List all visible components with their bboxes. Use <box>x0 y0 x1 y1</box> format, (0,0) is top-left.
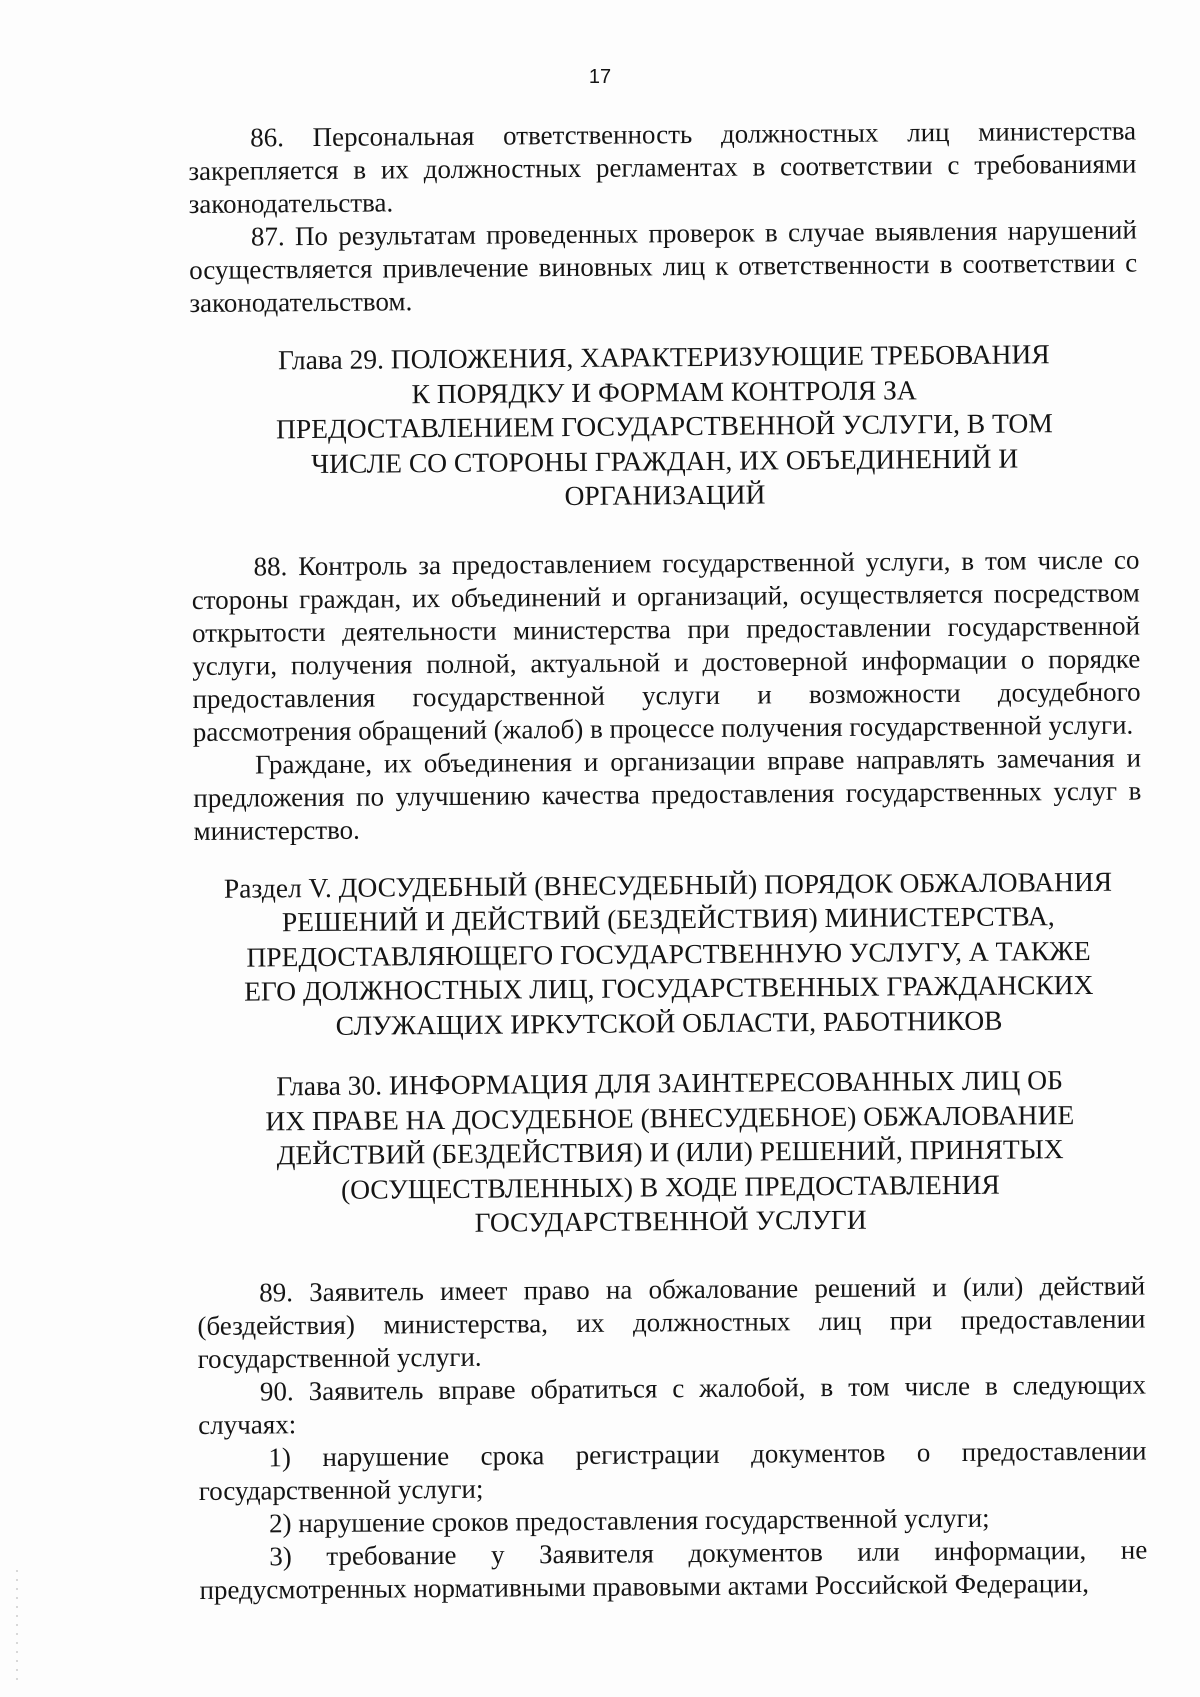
chapter-30-heading: Глава 30. ИНФОРМАЦИЯ ДЛЯ ЗАИНТЕРЕСОВАННЫХ ЛИЦ ОБ ИХ ПРАВЕ НА ДОСУДЕБНОЕ (ВНЕСУДЕБНОЕ) ОБЖАЛОВАНИЕ ДЕЙСТВИЙ (БЕЗДЕЙСТВИЯ) И (ИЛИ) РЕШЕНИЙ, ПРИНЯТЫХ (ОСУЩЕСТВЛЕННЫХ) В ХОДЕ ПРЕДОСТАВЛЕНИЯ ГОСУДАРСТВЕННОЙ УСЛУГИ <box>265 1064 1075 1238</box>
page-number: 17 <box>588 66 612 88</box>
document-body <box>188 115 1148 1607</box>
list-item-3: 3) требование у Заявителя документов или информации, не предусмотренных нормативными правовыми актами Российской Федерации, <box>199 1534 1148 1605</box>
scan-margin-marks <box>16 1570 18 1680</box>
section-v-heading: Раздел V. ДОСУДЕБНЫЙ (ВНЕСУДЕБНЫЙ) ПОРЯДОК ОБЖАЛОВАНИЯ РЕШЕНИЙ И ДЕЙСТВИЙ (БЕЗДЕЙСТВИЯ) МИНИСТЕРСТВА, ПРЕДОСТАВЛЯЮЩЕГО ГОСУДАРСТВЕННУЮ УСЛУГУ, А ТАКЖЕ ЕГО ДОЛЖНОСТНЫХ ЛИЦ, ГОСУДАРСТВЕННЫХ ГРАЖДАНСКИХ СЛУЖАЩИХ ИРКУТСКОЙ ОБЛАСТИ, РАБОТНИКОВ <box>223 865 1113 1041</box>
list-item-1: 1) нарушение срока регистрации документов о предоставлении государственной услуги; <box>198 1435 1147 1506</box>
paragraph-89: 89. Заявитель имеет право на обжалование решений и (или) действий (бездействия) министерства, их должностных лиц при предоставлении государственной услуги. <box>197 1270 1146 1374</box>
chapter-29-heading: Глава 29. ПОЛОЖЕНИЯ, ХАРАКТЕРИЗУЮЩИЕ ТРЕБОВАНИЯ К ПОРЯДКУ И ФОРМАМ КОНТРОЛЯ ЗА ПРЕДОСТАВЛЕНИЕМ ГОСУДАРСТВЕННОЙ УСЛУГИ, В ТОМ ЧИСЛЕ СО СТОРОНЫ ГРАЖДАН, ИХ ОБЪЕДИНЕНИЙ И ОРГАНИЗАЦИЙ <box>275 338 1053 512</box>
paragraph-88: 88. Контроль за предоставлением государственной услуги, в том числе со стороны граждан, их объединений и организаций, осуществляется посредством открытости деятельности министерства при предоставлении государственной услуги, получения полной, актуальной и достоверной информации о порядке предоставления государственной услуги и возможности досудебного рассмотрения обращений (жалоб) в процессе получения государственной услуги. <box>191 544 1141 747</box>
paragraph-86: 86. Персональная ответственность должностных лиц министерства закрепляется в их должностных регламентах в соответствии с требованиями законодательства. <box>188 115 1137 219</box>
paragraph-90: 90. Заявитель вправе обратиться с жалобой, в том числе в следующих случаях: <box>198 1369 1147 1440</box>
paragraph-87: 87. По результатам проведенных проверок в случае выявления нарушений осуществляется привлечение виновных лиц к ответственности в соответствии с законодательством. <box>189 214 1138 318</box>
list-item-2: 2) нарушение сроков предоставления государственной услуги; <box>268 1502 990 1538</box>
paragraph-citizens: Граждане, их объединения и организации вправе направлять замечания и предложения по улучшению качества предоставления государственных услуг в министерство. <box>193 742 1142 846</box>
